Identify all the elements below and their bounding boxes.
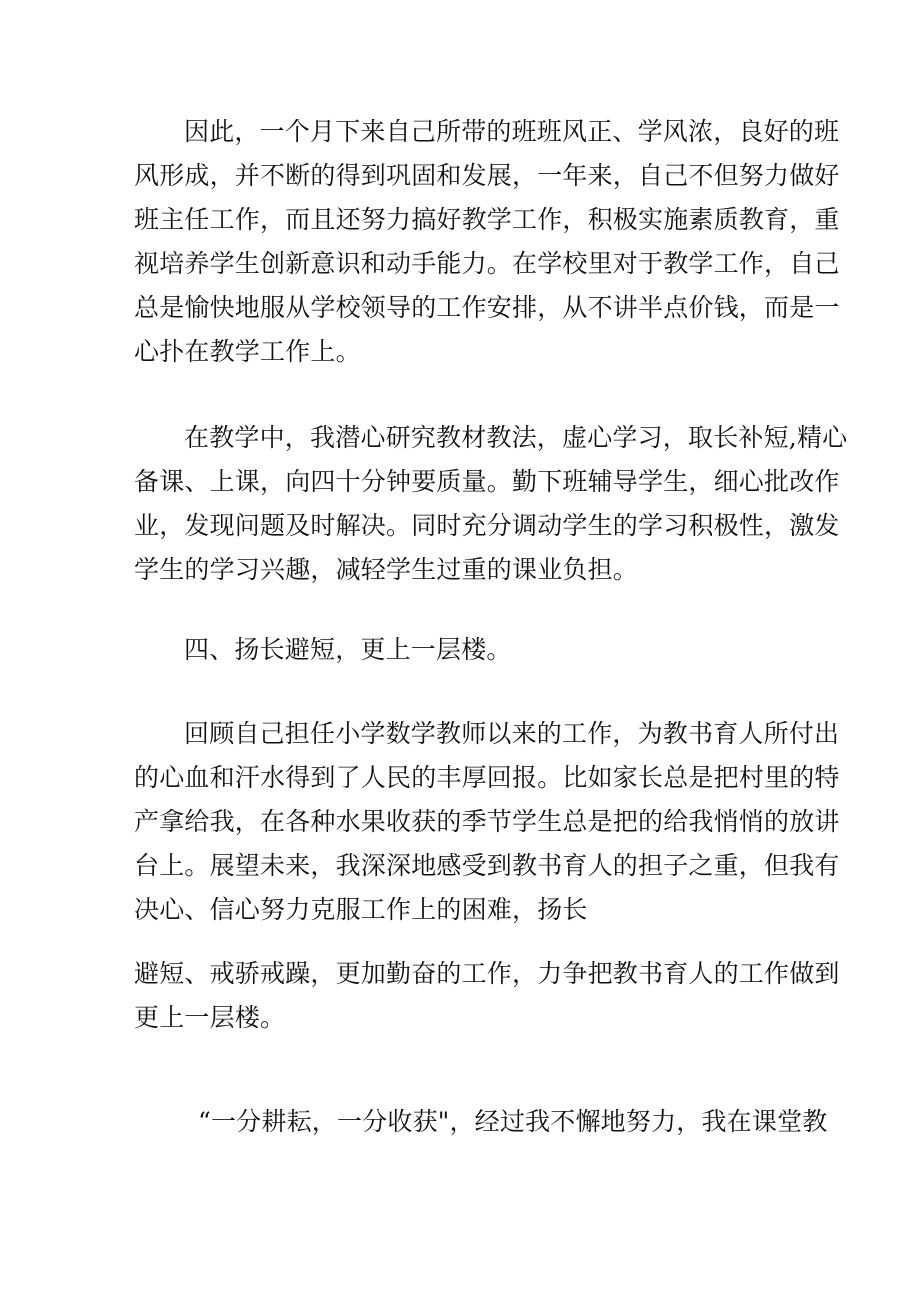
text-line: 台上。展望未来，我深深地感受到教书育人的担子之重，但我有 bbox=[134, 851, 840, 880]
section-heading bbox=[134, 628, 794, 672]
text-line: 回顾自己担任小学数学教师以来的工作，为教书育人所付出 bbox=[184, 719, 840, 748]
paragraph-class-management bbox=[134, 110, 840, 374]
heading-line: 四、扬长避短，更上一层楼。 bbox=[184, 635, 512, 664]
text-line: 心扑在教学工作上。 bbox=[134, 337, 361, 366]
text-line: 业，发现问题及时解决。同时充分调动学生的学习积极性，激发 bbox=[134, 511, 840, 540]
text-line: “一分耕耘，一分收获"，经过我不懈地努力，我在课堂教 bbox=[198, 1107, 828, 1136]
text-line: 决心、信心努力克服工作上的困难，扬长 bbox=[134, 895, 588, 924]
text-line: 备课、上课，向四十分钟要质量。勤下班辅导学生，细心批改作 bbox=[134, 467, 840, 496]
text-line: 学生的学习兴趣，减轻学生过重的课业负担。 bbox=[134, 555, 639, 584]
paragraph-continuation bbox=[134, 952, 840, 1040]
text-line: 风形成，并不断的得到巩固和发展，一年来，自己不但努力做好 bbox=[134, 161, 840, 190]
text-line: 在教学中，我潜心研究教材教法，虚心学习，取长补短,精心 bbox=[184, 423, 848, 452]
text-line: 班主任工作，而且还努力搞好教学工作，积极实施素质教育，重 bbox=[134, 205, 840, 234]
text-line: 避短、戒骄戒躁，更加勤奋的工作，力争把教书育人的工作做到 bbox=[134, 959, 840, 988]
text-line: 的心血和汗水得到了人民的丰厚回报。比如家长总是把村里的特 bbox=[134, 763, 840, 792]
text-line: 因此，一个月下来自己所带的班班风正、学风浓，良好的班 bbox=[184, 117, 840, 146]
text-line: 视培养学生创新意识和动手能力。在学校里对于教学工作，自己 bbox=[134, 249, 840, 278]
paragraph-teaching bbox=[134, 416, 848, 592]
text-line: 总是愉快地服从学校领导的工作安排，从不讲半点价钱，而是一 bbox=[134, 293, 840, 322]
text-line: 更上一层楼。 bbox=[134, 1003, 286, 1032]
text-line: 产拿给我，在各种水果收获的季节学生总是把的给我悄悄的放讲 bbox=[134, 807, 840, 836]
paragraph-quote bbox=[134, 1100, 828, 1144]
paragraph-review bbox=[134, 712, 840, 932]
